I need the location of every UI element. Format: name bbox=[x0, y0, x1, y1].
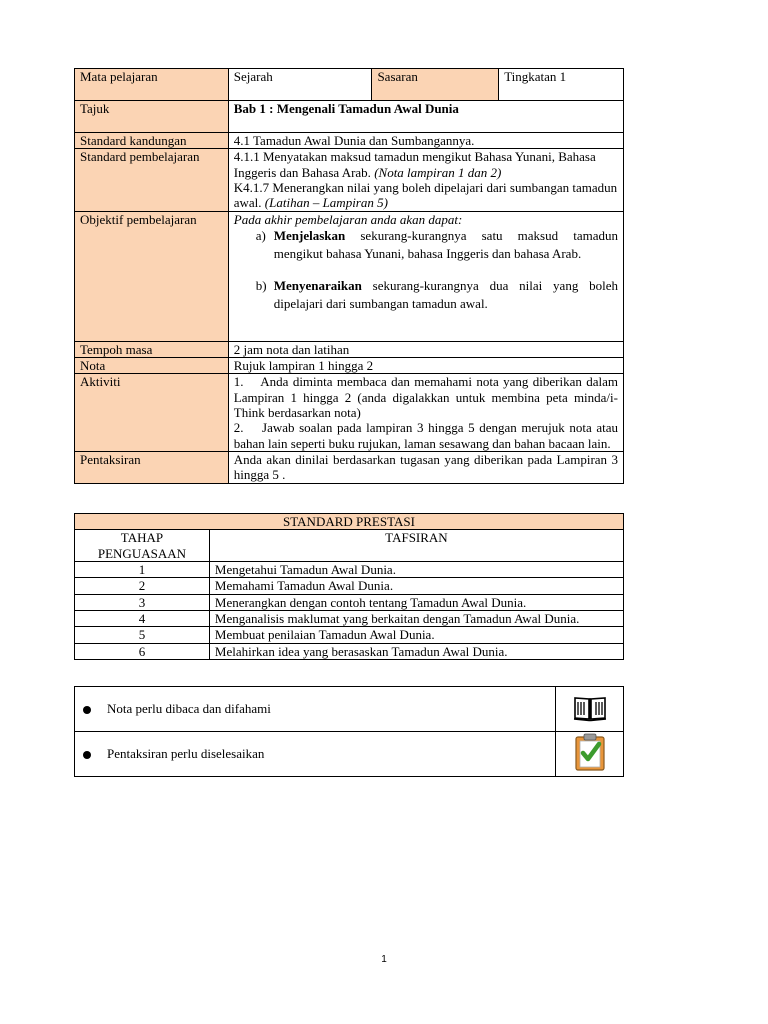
todo-item-2: Pentaksiran perlu diselesaikan bbox=[75, 732, 556, 777]
bullet-icon bbox=[83, 751, 91, 759]
level-cell: 1 bbox=[75, 561, 210, 577]
sp-item-2: K4.1.7 Menerangkan nilai yang boleh dipelajari dari sumbangan tamadun awal. (Latihan – Lampiran 5) bbox=[233, 179, 618, 211]
level-cell: 4 bbox=[75, 610, 210, 626]
table-row bbox=[75, 643, 624, 659]
aktiviti-value bbox=[228, 374, 623, 452]
table-row bbox=[75, 627, 624, 643]
table-row bbox=[75, 610, 624, 626]
desc-cell: Membuat penilaian Tamadun Awal Dunia. bbox=[209, 627, 623, 643]
desc-cell: Menerangkan dengan contoh tentang Tamadun Awal Dunia. bbox=[209, 594, 623, 610]
pentaksiran-label: Pentaksiran bbox=[75, 451, 229, 483]
level-cell: 3 bbox=[75, 594, 210, 610]
sasaran-label: Sasaran bbox=[372, 69, 499, 101]
objektif-item-b: b) Menyenaraikan sekurang-kurangnya dua nilai yang boleh dipelajari dari sumbangan tamadun awal. bbox=[255, 277, 618, 311]
tajuk-label: Tajuk bbox=[75, 101, 229, 133]
table-row bbox=[75, 594, 624, 610]
objektif-item-a: a) Menjelaskan sekurang-kurangnya satu maksud tamadun mengikut bahasa Yunani, bahasa Inggeris dan bahasa Arab. bbox=[255, 227, 618, 261]
page-number: 1 bbox=[381, 954, 387, 965]
tahap-header: TAHAP PENGUASAAN bbox=[75, 530, 210, 562]
standard-kandungan-value: 4.1 Tamadun Awal Dunia dan Sumbangannya. bbox=[228, 133, 623, 149]
lesson-info-table bbox=[74, 68, 624, 484]
level-cell: 5 bbox=[75, 627, 210, 643]
aktiviti-item-1: 1. Anda diminta membaca dan memahami nota yang diberikan dalam Lampiran 1 hingga 2 (anda digalakkan untuk membina peta minda/i-Think berdasarkan nota) bbox=[233, 374, 622, 420]
desc-cell: Menganalisis maklumat yang berkaitan dengan Tamadun Awal Dunia. bbox=[209, 610, 623, 626]
tajuk-value: Bab 1 : Mengenali Tamadun Awal Dunia bbox=[228, 101, 623, 133]
standard-prestasi-title: STANDARD PRESTASI bbox=[75, 514, 624, 530]
objektif-intro: Pada akhir pembelajaran anda akan dapat: bbox=[233, 211, 463, 227]
level-cell: 2 bbox=[75, 578, 210, 594]
tempoh-value: 2 jam nota dan latihan bbox=[228, 341, 623, 357]
table-row bbox=[75, 561, 624, 577]
aktiviti-label: Aktiviti bbox=[75, 374, 229, 452]
todo-row bbox=[75, 732, 624, 777]
standard-prestasi-table bbox=[74, 513, 624, 660]
clipboard-check-icon bbox=[556, 732, 624, 777]
tafsiran-header: TAFSIRAN bbox=[209, 530, 623, 562]
standard-pembelajaran-label: Standard pembelajaran bbox=[75, 149, 229, 211]
level-cell: 6 bbox=[75, 643, 210, 659]
tempoh-label: Tempoh masa bbox=[75, 341, 229, 357]
todo-item-1: Nota perlu dibaca dan difahami bbox=[75, 687, 556, 732]
nota-value: Rujuk lampiran 1 hingga 2 bbox=[228, 357, 623, 373]
desc-cell: Mengetahui Tamadun Awal Dunia. bbox=[209, 561, 623, 577]
desc-cell: Melahirkan idea yang berasaskan Tamadun Awal Dunia. bbox=[209, 643, 623, 659]
todo-table bbox=[74, 686, 624, 777]
pentaksiran-value: Anda akan dinilai berdasarkan tugasan yang diberikan pada Lampiran 3 hingga 5 . bbox=[228, 451, 623, 483]
mata-pelajaran-value: Sejarah bbox=[228, 69, 372, 101]
bullet-icon bbox=[83, 706, 91, 714]
standard-kandungan-label: Standard kandungan bbox=[75, 133, 229, 149]
nota-label: Nota bbox=[75, 357, 229, 373]
table-row bbox=[75, 578, 624, 594]
sasaran-value: Tingkatan 1 bbox=[499, 69, 624, 101]
standard-pembelajaran-value bbox=[228, 149, 623, 211]
aktiviti-item-2: 2. Jawab soalan pada lampiran 3 hingga 5 dengan merujuk nota atau bahan lain seperti buku rujukan, laman sesawang dan bahan bacaan lain. bbox=[233, 420, 622, 451]
mata-pelajaran-label: Mata pelajaran bbox=[75, 69, 229, 101]
objektif-label: Objektif pembelajaran bbox=[75, 211, 229, 341]
desc-cell: Memahami Tamadun Awal Dunia. bbox=[209, 578, 623, 594]
objektif-value bbox=[228, 211, 623, 341]
sp-item-1: 4.1.1 Menyatakan maksud tamadun mengikut Bahasa Yunani, Bahasa Inggeris dan Bahasa Arab. (Nota lampiran 1 dan 2) bbox=[233, 149, 596, 180]
open-book-icon bbox=[556, 687, 624, 732]
todo-row bbox=[75, 687, 624, 732]
